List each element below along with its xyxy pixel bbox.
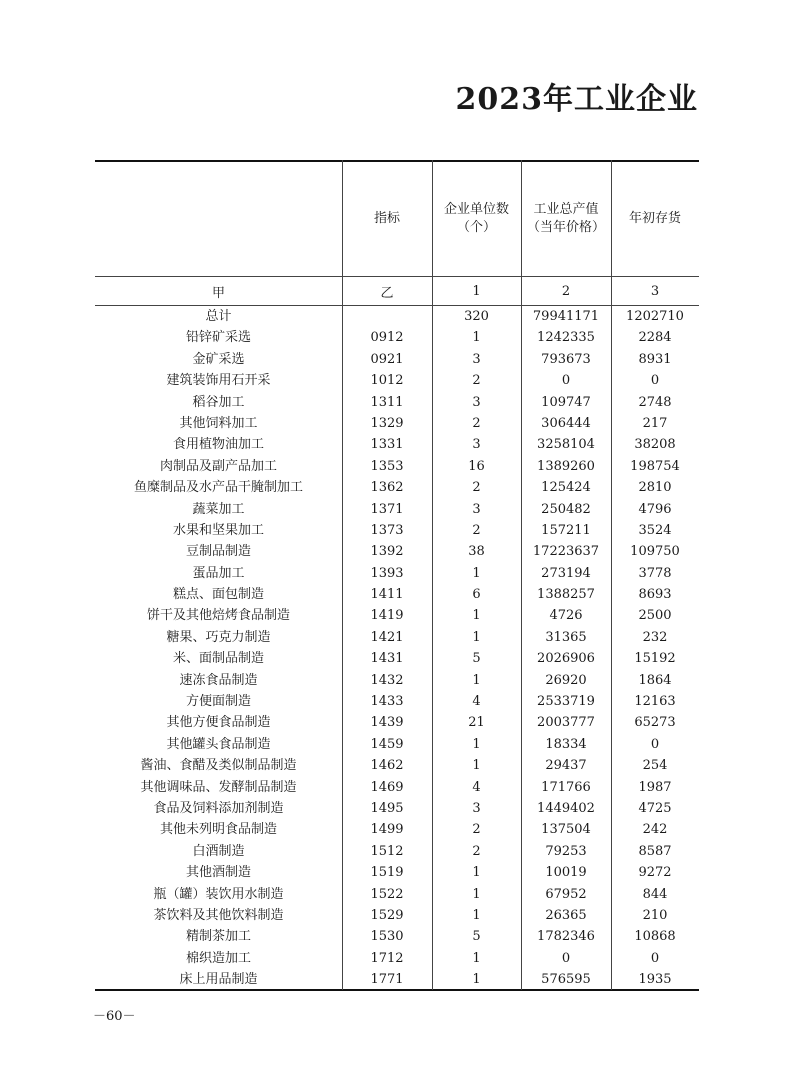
row-inventory: 4725 bbox=[638, 800, 672, 816]
table-row bbox=[95, 884, 699, 905]
table-row bbox=[95, 734, 699, 755]
page-title: 2023年工业企业 bbox=[455, 82, 698, 117]
row-units: 1 bbox=[472, 672, 481, 688]
row-inventory: 198754 bbox=[630, 458, 680, 474]
row-name: 金矿采选 bbox=[192, 351, 245, 367]
row-inventory: 2810 bbox=[638, 480, 672, 496]
row-name: 其他未列明食品制造 bbox=[159, 822, 277, 838]
subheader-c2: 1 bbox=[472, 283, 481, 299]
row-output: 250482 bbox=[541, 501, 591, 517]
row-name: 其他方便食品制造 bbox=[166, 715, 271, 731]
row-name: 食用植物油加工 bbox=[172, 437, 264, 453]
row-units: 1 bbox=[472, 972, 481, 988]
row-output: 3258104 bbox=[537, 437, 595, 453]
table-row bbox=[95, 926, 699, 947]
row-code: 1530 bbox=[370, 929, 404, 945]
row-units: 1 bbox=[472, 629, 481, 645]
row-inventory: 210 bbox=[642, 907, 668, 923]
row-output: 26920 bbox=[545, 672, 587, 688]
row-code: 1421 bbox=[370, 629, 404, 645]
row-code: 1519 bbox=[370, 865, 404, 881]
row-name: 其他饲料加工 bbox=[179, 415, 258, 431]
row-units: 2 bbox=[472, 822, 481, 838]
row-code: 1431 bbox=[370, 651, 404, 667]
row-inventory: 8693 bbox=[638, 587, 672, 603]
subheader-c3: 2 bbox=[561, 283, 571, 299]
row-output: 1449402 bbox=[537, 800, 595, 816]
row-name: 糕点、面包制造 bbox=[172, 587, 264, 603]
row-inventory: 9272 bbox=[638, 865, 672, 881]
row-name: 棉织造加工 bbox=[185, 950, 251, 966]
table-row bbox=[95, 306, 699, 327]
row-name: 豆制品制造 bbox=[185, 544, 251, 560]
row-output: 1242335 bbox=[537, 330, 595, 346]
row-name: 方便面制造 bbox=[185, 694, 251, 710]
row-code: 1439 bbox=[370, 715, 404, 731]
subheader-c4: 3 bbox=[650, 283, 660, 299]
row-inventory: 0 bbox=[650, 736, 660, 752]
table-row bbox=[95, 327, 699, 348]
row-name: 米、面制品制造 bbox=[172, 651, 264, 667]
row-output: 0 bbox=[561, 950, 571, 966]
table-top-rule bbox=[95, 160, 699, 162]
table-row bbox=[95, 798, 699, 819]
table-row bbox=[95, 969, 699, 990]
row-units: 4 bbox=[472, 694, 481, 710]
row-name: 速冻食品制造 bbox=[179, 672, 258, 688]
table-row bbox=[95, 648, 699, 669]
row-units: 1 bbox=[472, 886, 481, 902]
row-inventory: 109750 bbox=[630, 544, 680, 560]
row-units: 2 bbox=[472, 522, 481, 538]
row-output: 1782346 bbox=[537, 929, 595, 945]
row-name: 鱼糜制品及水产品干腌制加工 bbox=[133, 480, 303, 496]
table-row bbox=[95, 456, 699, 477]
row-units: 3 bbox=[472, 800, 481, 816]
row-units: 2 bbox=[472, 373, 481, 389]
row-output: 0 bbox=[561, 373, 571, 389]
row-inventory: 12163 bbox=[634, 694, 676, 710]
row-output: 79253 bbox=[545, 843, 587, 859]
row-output: 79941171 bbox=[532, 309, 600, 324]
table-row bbox=[95, 948, 699, 969]
row-name: 肉制品及副产品加工 bbox=[159, 458, 277, 474]
row-inventory: 0 bbox=[650, 373, 660, 389]
row-output: 171766 bbox=[541, 779, 591, 795]
row-code: 1012 bbox=[370, 373, 404, 389]
row-inventory: 242 bbox=[642, 822, 668, 838]
page-number: －60－ bbox=[93, 1009, 136, 1024]
row-units: 6 bbox=[472, 587, 481, 603]
row-name: 床上用品制造 bbox=[179, 972, 258, 988]
table-row bbox=[95, 841, 699, 862]
row-name: 建筑装饰用石开采 bbox=[166, 373, 271, 389]
row-units: 1 bbox=[472, 608, 481, 624]
row-output: 17223637 bbox=[532, 544, 600, 560]
row-output: 1389260 bbox=[537, 458, 595, 474]
table-row bbox=[95, 862, 699, 883]
row-inventory: 38208 bbox=[634, 437, 676, 453]
row-inventory: 2500 bbox=[638, 608, 672, 624]
row-name: 其他罐头食品制造 bbox=[166, 736, 271, 752]
table-body bbox=[95, 306, 699, 991]
row-name: 食品及饲料添加剂制造 bbox=[153, 800, 284, 816]
row-output: 273194 bbox=[541, 565, 591, 581]
row-units: 3 bbox=[472, 394, 481, 410]
table-row bbox=[95, 691, 699, 712]
row-code: 1419 bbox=[370, 608, 404, 624]
row-code: 1522 bbox=[370, 886, 404, 902]
header-divider bbox=[95, 276, 699, 277]
row-inventory: 1987 bbox=[638, 779, 672, 795]
row-units: 1 bbox=[472, 330, 481, 346]
row-output: 1388257 bbox=[537, 587, 595, 603]
row-name: 精制茶加工 bbox=[185, 929, 251, 945]
row-output: 10019 bbox=[545, 865, 587, 881]
row-inventory: 65273 bbox=[634, 715, 676, 731]
row-units: 1 bbox=[472, 758, 481, 774]
table-row bbox=[95, 499, 699, 520]
row-inventory: 15192 bbox=[634, 651, 676, 667]
row-inventory: 3524 bbox=[638, 522, 672, 538]
row-output: 793673 bbox=[541, 351, 591, 367]
row-units: 4 bbox=[472, 779, 481, 795]
row-code: 1712 bbox=[370, 950, 404, 966]
table-row bbox=[95, 712, 699, 733]
table-row bbox=[95, 413, 699, 434]
subheader-c1: 乙 bbox=[380, 285, 394, 301]
header-indicator: 指标 bbox=[373, 211, 400, 226]
table-row bbox=[95, 755, 699, 776]
row-output: 157211 bbox=[541, 522, 591, 538]
row-units: 3 bbox=[472, 351, 481, 367]
row-name: 茶饮料及其他饮料制造 bbox=[153, 907, 284, 923]
table-row bbox=[95, 477, 699, 498]
row-output: 137504 bbox=[541, 822, 591, 838]
row-inventory: 254 bbox=[642, 758, 668, 774]
row-code: 1469 bbox=[370, 779, 404, 795]
row-units: 16 bbox=[468, 458, 485, 474]
row-code: 1373 bbox=[370, 522, 404, 538]
row-inventory: 8931 bbox=[638, 351, 672, 367]
row-inventory: 4796 bbox=[638, 501, 672, 517]
row-inventory: 1935 bbox=[638, 972, 672, 988]
row-code: 1371 bbox=[370, 501, 404, 517]
row-output: 2003777 bbox=[537, 715, 595, 731]
row-output: 109747 bbox=[541, 394, 591, 410]
subheader-c0: 甲 bbox=[211, 285, 225, 301]
row-units: 2 bbox=[472, 415, 481, 431]
row-output: 31365 bbox=[545, 629, 587, 645]
row-output: 2533719 bbox=[537, 694, 595, 710]
row-code: 1392 bbox=[370, 544, 404, 560]
table-row bbox=[95, 670, 699, 691]
row-inventory: 2748 bbox=[638, 394, 672, 410]
row-code: 1499 bbox=[370, 822, 404, 838]
row-inventory: 217 bbox=[642, 415, 668, 431]
row-code: 0912 bbox=[370, 330, 404, 346]
row-name: 总计 bbox=[205, 309, 232, 324]
table-row bbox=[95, 370, 699, 391]
row-code: 1362 bbox=[370, 480, 404, 496]
row-units: 2 bbox=[472, 843, 481, 859]
row-code: 0921 bbox=[370, 351, 404, 367]
table-row bbox=[95, 392, 699, 413]
row-name: 蔬菜加工 bbox=[192, 501, 245, 517]
row-code: 1771 bbox=[370, 972, 404, 988]
row-code: 1495 bbox=[370, 800, 404, 816]
row-inventory: 10868 bbox=[634, 929, 676, 945]
table-row bbox=[95, 541, 699, 562]
table-row bbox=[95, 349, 699, 370]
row-output: 576595 bbox=[541, 972, 591, 988]
row-name: 酱油、食醋及类似制品制造 bbox=[140, 758, 297, 774]
row-units: 5 bbox=[472, 929, 481, 945]
header-units: 企业单位数 （个） bbox=[443, 202, 509, 235]
row-units: 1 bbox=[472, 565, 481, 581]
row-name: 白酒制造 bbox=[192, 843, 245, 859]
row-name: 水果和坚果加工 bbox=[172, 522, 264, 538]
row-inventory: 844 bbox=[642, 886, 668, 902]
row-inventory: 232 bbox=[642, 629, 668, 645]
row-name: 蛋品加工 bbox=[192, 565, 245, 581]
table-row bbox=[95, 584, 699, 605]
row-code: 1432 bbox=[370, 672, 404, 688]
row-code: 1433 bbox=[370, 694, 404, 710]
row-output: 306444 bbox=[541, 415, 591, 431]
row-code: 1331 bbox=[370, 437, 404, 453]
row-output: 67952 bbox=[545, 886, 587, 902]
row-code: 1459 bbox=[370, 736, 404, 752]
row-name: 其他酒制造 bbox=[185, 865, 251, 881]
row-name: 稻谷加工 bbox=[192, 394, 245, 410]
table-row bbox=[95, 819, 699, 840]
row-units: 3 bbox=[472, 501, 481, 517]
row-code: 1329 bbox=[370, 415, 404, 431]
row-name: 铅锌矿采选 bbox=[185, 330, 251, 346]
row-inventory: 1864 bbox=[638, 672, 672, 688]
table-row bbox=[95, 605, 699, 626]
row-output: 125424 bbox=[541, 480, 591, 496]
row-name: 瓶（罐）装饮用水制造 bbox=[153, 886, 284, 902]
table-row bbox=[95, 434, 699, 455]
row-name: 其他调味品、发酵制品制造 bbox=[140, 779, 297, 795]
row-units: 1 bbox=[472, 736, 481, 752]
row-units: 21 bbox=[468, 715, 485, 731]
row-code: 1311 bbox=[370, 394, 404, 410]
row-inventory: 0 bbox=[650, 950, 660, 966]
row-units: 320 bbox=[464, 309, 489, 324]
row-units: 3 bbox=[472, 437, 481, 453]
row-units: 5 bbox=[472, 651, 481, 667]
row-inventory: 1202710 bbox=[626, 309, 684, 324]
row-units: 2 bbox=[472, 480, 481, 496]
row-code: 1393 bbox=[370, 565, 404, 581]
row-units: 1 bbox=[472, 865, 481, 881]
header-output: 工业总产值 （当年价格） bbox=[526, 202, 605, 235]
row-units: 38 bbox=[468, 544, 485, 560]
table-row bbox=[95, 777, 699, 798]
row-code: 1353 bbox=[370, 458, 404, 474]
table-row bbox=[95, 627, 699, 648]
row-output: 26365 bbox=[545, 907, 587, 923]
row-inventory: 3778 bbox=[638, 565, 672, 581]
table-row bbox=[95, 563, 699, 584]
table-row bbox=[95, 905, 699, 926]
row-output: 2026906 bbox=[537, 651, 595, 667]
row-code: 1411 bbox=[370, 587, 404, 603]
row-code: 1529 bbox=[370, 907, 404, 923]
row-inventory: 8587 bbox=[638, 843, 672, 859]
row-units: 1 bbox=[472, 950, 481, 966]
row-name: 饼干及其他焙烤食品制造 bbox=[146, 608, 290, 624]
row-name: 糖果、巧克力制造 bbox=[166, 629, 271, 645]
row-output: 29437 bbox=[545, 758, 587, 774]
table-row bbox=[95, 520, 699, 541]
row-code: 1512 bbox=[370, 843, 404, 859]
row-units: 1 bbox=[472, 907, 481, 923]
row-output: 18334 bbox=[545, 736, 587, 752]
row-code: 1462 bbox=[370, 758, 404, 774]
row-output: 4726 bbox=[549, 608, 583, 624]
row-inventory: 2284 bbox=[638, 330, 672, 346]
header-inventory: 年初存货 bbox=[628, 211, 681, 226]
